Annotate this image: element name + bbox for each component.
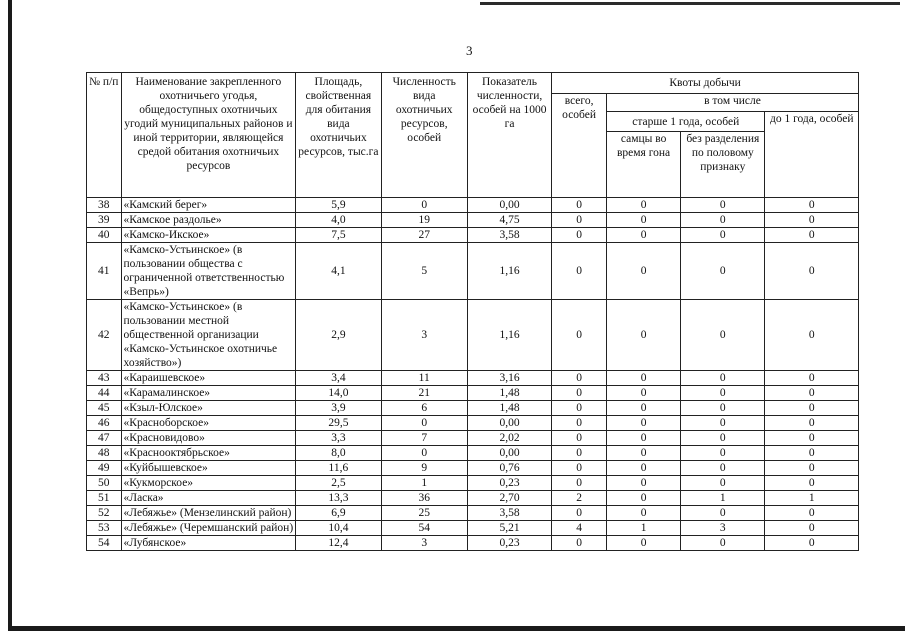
row-name: «Лебяжье» (Мензелинский район) xyxy=(121,506,296,521)
row-males-rut: 0 xyxy=(607,243,681,300)
row-under1: 0 xyxy=(765,521,859,536)
scan-border-left xyxy=(8,0,12,628)
row-density: 0,00 xyxy=(467,446,551,461)
header-area: Площадь, свойственная для обитания вида охотничьих ресурсов, тыс.га xyxy=(296,73,381,198)
row-population: 25 xyxy=(381,506,467,521)
row-total: 0 xyxy=(552,461,607,476)
row-males-rut: 0 xyxy=(607,213,681,228)
row-no-sex: 0 xyxy=(681,461,765,476)
table-row xyxy=(87,461,859,476)
row-num: 51 xyxy=(87,491,122,506)
row-no-sex: 0 xyxy=(681,506,765,521)
table-row xyxy=(87,401,859,416)
row-under1: 0 xyxy=(765,198,859,213)
table-row xyxy=(87,213,859,228)
row-population: 27 xyxy=(381,228,467,243)
row-population: 1 xyxy=(381,476,467,491)
row-no-sex: 0 xyxy=(681,401,765,416)
row-num: 44 xyxy=(87,386,122,401)
row-population: 11 xyxy=(381,371,467,386)
row-area: 29,5 xyxy=(296,416,381,431)
row-name: «Камско-Икское» xyxy=(121,228,296,243)
row-num: 41 xyxy=(87,243,122,300)
row-name: «Красноборское» xyxy=(121,416,296,431)
row-no-sex: 0 xyxy=(681,243,765,300)
row-area: 3,4 xyxy=(296,371,381,386)
header-older: старше 1 года, особей xyxy=(607,112,765,132)
table-row xyxy=(87,506,859,521)
header-density: Показатель численности, особей на 1000 га xyxy=(467,73,551,198)
header-name: Наименование закрепленного охотничьего угодья, общедоступных охотничьих угодий муниципальных районов и иной территории, являющейся средой обитания охотничьих ресурсов xyxy=(121,73,296,198)
row-no-sex: 0 xyxy=(681,431,765,446)
table-row xyxy=(87,371,859,386)
table-row xyxy=(87,491,859,506)
row-under1: 0 xyxy=(765,431,859,446)
row-population: 19 xyxy=(381,213,467,228)
row-density: 1,16 xyxy=(467,243,551,300)
row-no-sex: 0 xyxy=(681,536,765,551)
header-population: Численность вида охотничьих ресурсов, особей xyxy=(381,73,467,198)
row-num: 54 xyxy=(87,536,122,551)
row-under1: 0 xyxy=(765,476,859,491)
row-num: 40 xyxy=(87,228,122,243)
row-total: 0 xyxy=(552,506,607,521)
row-under1: 0 xyxy=(765,536,859,551)
row-name: «Кукморское» xyxy=(121,476,296,491)
header-quotas: Квоты добычи xyxy=(552,73,859,94)
row-area: 4,0 xyxy=(296,213,381,228)
row-total: 0 xyxy=(552,536,607,551)
row-no-sex: 0 xyxy=(681,476,765,491)
scan-border-bottom xyxy=(8,626,905,631)
row-males-rut: 0 xyxy=(607,476,681,491)
row-no-sex: 0 xyxy=(681,371,765,386)
row-population: 7 xyxy=(381,431,467,446)
table-row xyxy=(87,416,859,431)
row-under1: 0 xyxy=(765,506,859,521)
row-population: 3 xyxy=(381,300,467,371)
row-num: 43 xyxy=(87,371,122,386)
row-name: «Камско-Устьинское» (в пользовании общества с ограниченной ответственностью «Вепрь») xyxy=(121,243,296,300)
row-under1: 0 xyxy=(765,300,859,371)
row-name: «Камское раздолье» xyxy=(121,213,296,228)
row-density: 5,21 xyxy=(467,521,551,536)
row-density: 2,02 xyxy=(467,431,551,446)
row-population: 0 xyxy=(381,416,467,431)
row-total: 0 xyxy=(552,431,607,446)
row-area: 14,0 xyxy=(296,386,381,401)
row-under1: 0 xyxy=(765,386,859,401)
row-density: 4,75 xyxy=(467,213,551,228)
row-area: 4,1 xyxy=(296,243,381,300)
row-population: 0 xyxy=(381,198,467,213)
row-population: 21 xyxy=(381,386,467,401)
row-name: «Лебяжье» (Черемшанский район) xyxy=(121,521,296,536)
row-density: 0,00 xyxy=(467,416,551,431)
row-area: 3,3 xyxy=(296,431,381,446)
header-total: всего, особей xyxy=(552,94,607,198)
row-under1: 0 xyxy=(765,228,859,243)
row-num: 53 xyxy=(87,521,122,536)
table-row xyxy=(87,228,859,243)
row-under1: 0 xyxy=(765,461,859,476)
row-density: 1,48 xyxy=(467,401,551,416)
row-population: 9 xyxy=(381,461,467,476)
row-name: «Краснооктябрьское» xyxy=(121,446,296,461)
row-name: «Ласка» xyxy=(121,491,296,506)
header-males-rut: самцы во время гона xyxy=(607,132,681,198)
row-under1: 0 xyxy=(765,243,859,300)
row-males-rut: 0 xyxy=(607,198,681,213)
row-total: 0 xyxy=(552,416,607,431)
table-row xyxy=(87,243,859,300)
row-area: 6,9 xyxy=(296,506,381,521)
row-no-sex: 0 xyxy=(681,416,765,431)
row-num: 42 xyxy=(87,300,122,371)
row-name: «Куйбышевское» xyxy=(121,461,296,476)
header-no-sex: без разделения по половому признаку xyxy=(681,132,765,198)
table-body xyxy=(87,198,859,551)
row-area: 8,0 xyxy=(296,446,381,461)
row-males-rut: 0 xyxy=(607,506,681,521)
row-total: 0 xyxy=(552,228,607,243)
row-name: «Красновидово» xyxy=(121,431,296,446)
row-density: 3,16 xyxy=(467,371,551,386)
row-density: 0,23 xyxy=(467,476,551,491)
row-total: 0 xyxy=(552,446,607,461)
table-row xyxy=(87,431,859,446)
row-name: «Карамалинское» xyxy=(121,386,296,401)
row-under1: 0 xyxy=(765,446,859,461)
table-row xyxy=(87,446,859,461)
row-num: 39 xyxy=(87,213,122,228)
row-males-rut: 0 xyxy=(607,461,681,476)
row-no-sex: 1 xyxy=(681,491,765,506)
row-population: 36 xyxy=(381,491,467,506)
header-under1: до 1 года, особей xyxy=(765,112,859,198)
table-row xyxy=(87,536,859,551)
row-num: 50 xyxy=(87,476,122,491)
row-density: 0,00 xyxy=(467,198,551,213)
row-under1: 0 xyxy=(765,371,859,386)
page-number: 3 xyxy=(466,43,473,58)
row-density: 2,70 xyxy=(467,491,551,506)
row-area: 2,9 xyxy=(296,300,381,371)
row-total: 0 xyxy=(552,198,607,213)
row-no-sex: 0 xyxy=(681,386,765,401)
row-total: 0 xyxy=(552,386,607,401)
row-total: 0 xyxy=(552,243,607,300)
row-name: «Караишевское» xyxy=(121,371,296,386)
row-males-rut: 0 xyxy=(607,536,681,551)
row-under1: 0 xyxy=(765,401,859,416)
row-name: «Камско-Устьинское» (в пользовании местной общественной организации «Камско-Устьинское охотничье хозяйство») xyxy=(121,300,296,371)
header-including: в том числе xyxy=(607,94,859,112)
scan-border-top xyxy=(480,2,900,5)
row-no-sex: 0 xyxy=(681,228,765,243)
table-row xyxy=(87,476,859,491)
row-population: 0 xyxy=(381,446,467,461)
row-density: 1,16 xyxy=(467,300,551,371)
row-under1: 0 xyxy=(765,416,859,431)
row-area: 13,3 xyxy=(296,491,381,506)
row-name: «Камский берег» xyxy=(121,198,296,213)
row-num: 52 xyxy=(87,506,122,521)
row-males-rut: 0 xyxy=(607,416,681,431)
row-no-sex: 0 xyxy=(681,300,765,371)
row-total: 0 xyxy=(552,213,607,228)
row-num: 49 xyxy=(87,461,122,476)
row-population: 54 xyxy=(381,521,467,536)
row-total: 0 xyxy=(552,300,607,371)
row-males-rut: 0 xyxy=(607,431,681,446)
table-row xyxy=(87,521,859,536)
row-area: 10,4 xyxy=(296,521,381,536)
row-population: 6 xyxy=(381,401,467,416)
row-density: 3,58 xyxy=(467,506,551,521)
row-density: 3,58 xyxy=(467,228,551,243)
row-area: 12,4 xyxy=(296,536,381,551)
table-row xyxy=(87,386,859,401)
row-area: 11,6 xyxy=(296,461,381,476)
row-num: 38 xyxy=(87,198,122,213)
row-population: 3 xyxy=(381,536,467,551)
row-no-sex: 0 xyxy=(681,198,765,213)
row-density: 0,76 xyxy=(467,461,551,476)
row-males-rut: 0 xyxy=(607,371,681,386)
quota-table xyxy=(86,72,859,551)
row-males-rut: 0 xyxy=(607,386,681,401)
row-num: 47 xyxy=(87,431,122,446)
row-num: 45 xyxy=(87,401,122,416)
row-area: 2,5 xyxy=(296,476,381,491)
row-total: 0 xyxy=(552,371,607,386)
row-males-rut: 0 xyxy=(607,401,681,416)
row-area: 3,9 xyxy=(296,401,381,416)
row-under1: 0 xyxy=(765,213,859,228)
row-total: 0 xyxy=(552,401,607,416)
row-males-rut: 0 xyxy=(607,491,681,506)
row-area: 5,9 xyxy=(296,198,381,213)
row-population: 5 xyxy=(381,243,467,300)
table-row xyxy=(87,300,859,371)
row-total: 4 xyxy=(552,521,607,536)
row-total: 2 xyxy=(552,491,607,506)
row-num: 48 xyxy=(87,446,122,461)
row-under1: 1 xyxy=(765,491,859,506)
table-row xyxy=(87,198,859,213)
row-density: 1,48 xyxy=(467,386,551,401)
header-num: № п/п xyxy=(87,73,122,198)
row-name: «Лубянское» xyxy=(121,536,296,551)
row-males-rut: 1 xyxy=(607,521,681,536)
row-no-sex: 0 xyxy=(681,446,765,461)
row-males-rut: 0 xyxy=(607,300,681,371)
row-area: 7,5 xyxy=(296,228,381,243)
row-males-rut: 0 xyxy=(607,446,681,461)
row-no-sex: 0 xyxy=(681,213,765,228)
row-num: 46 xyxy=(87,416,122,431)
row-density: 0,23 xyxy=(467,536,551,551)
row-males-rut: 0 xyxy=(607,228,681,243)
row-name: «Кзыл-Юлское» xyxy=(121,401,296,416)
row-no-sex: 3 xyxy=(681,521,765,536)
row-total: 0 xyxy=(552,476,607,491)
